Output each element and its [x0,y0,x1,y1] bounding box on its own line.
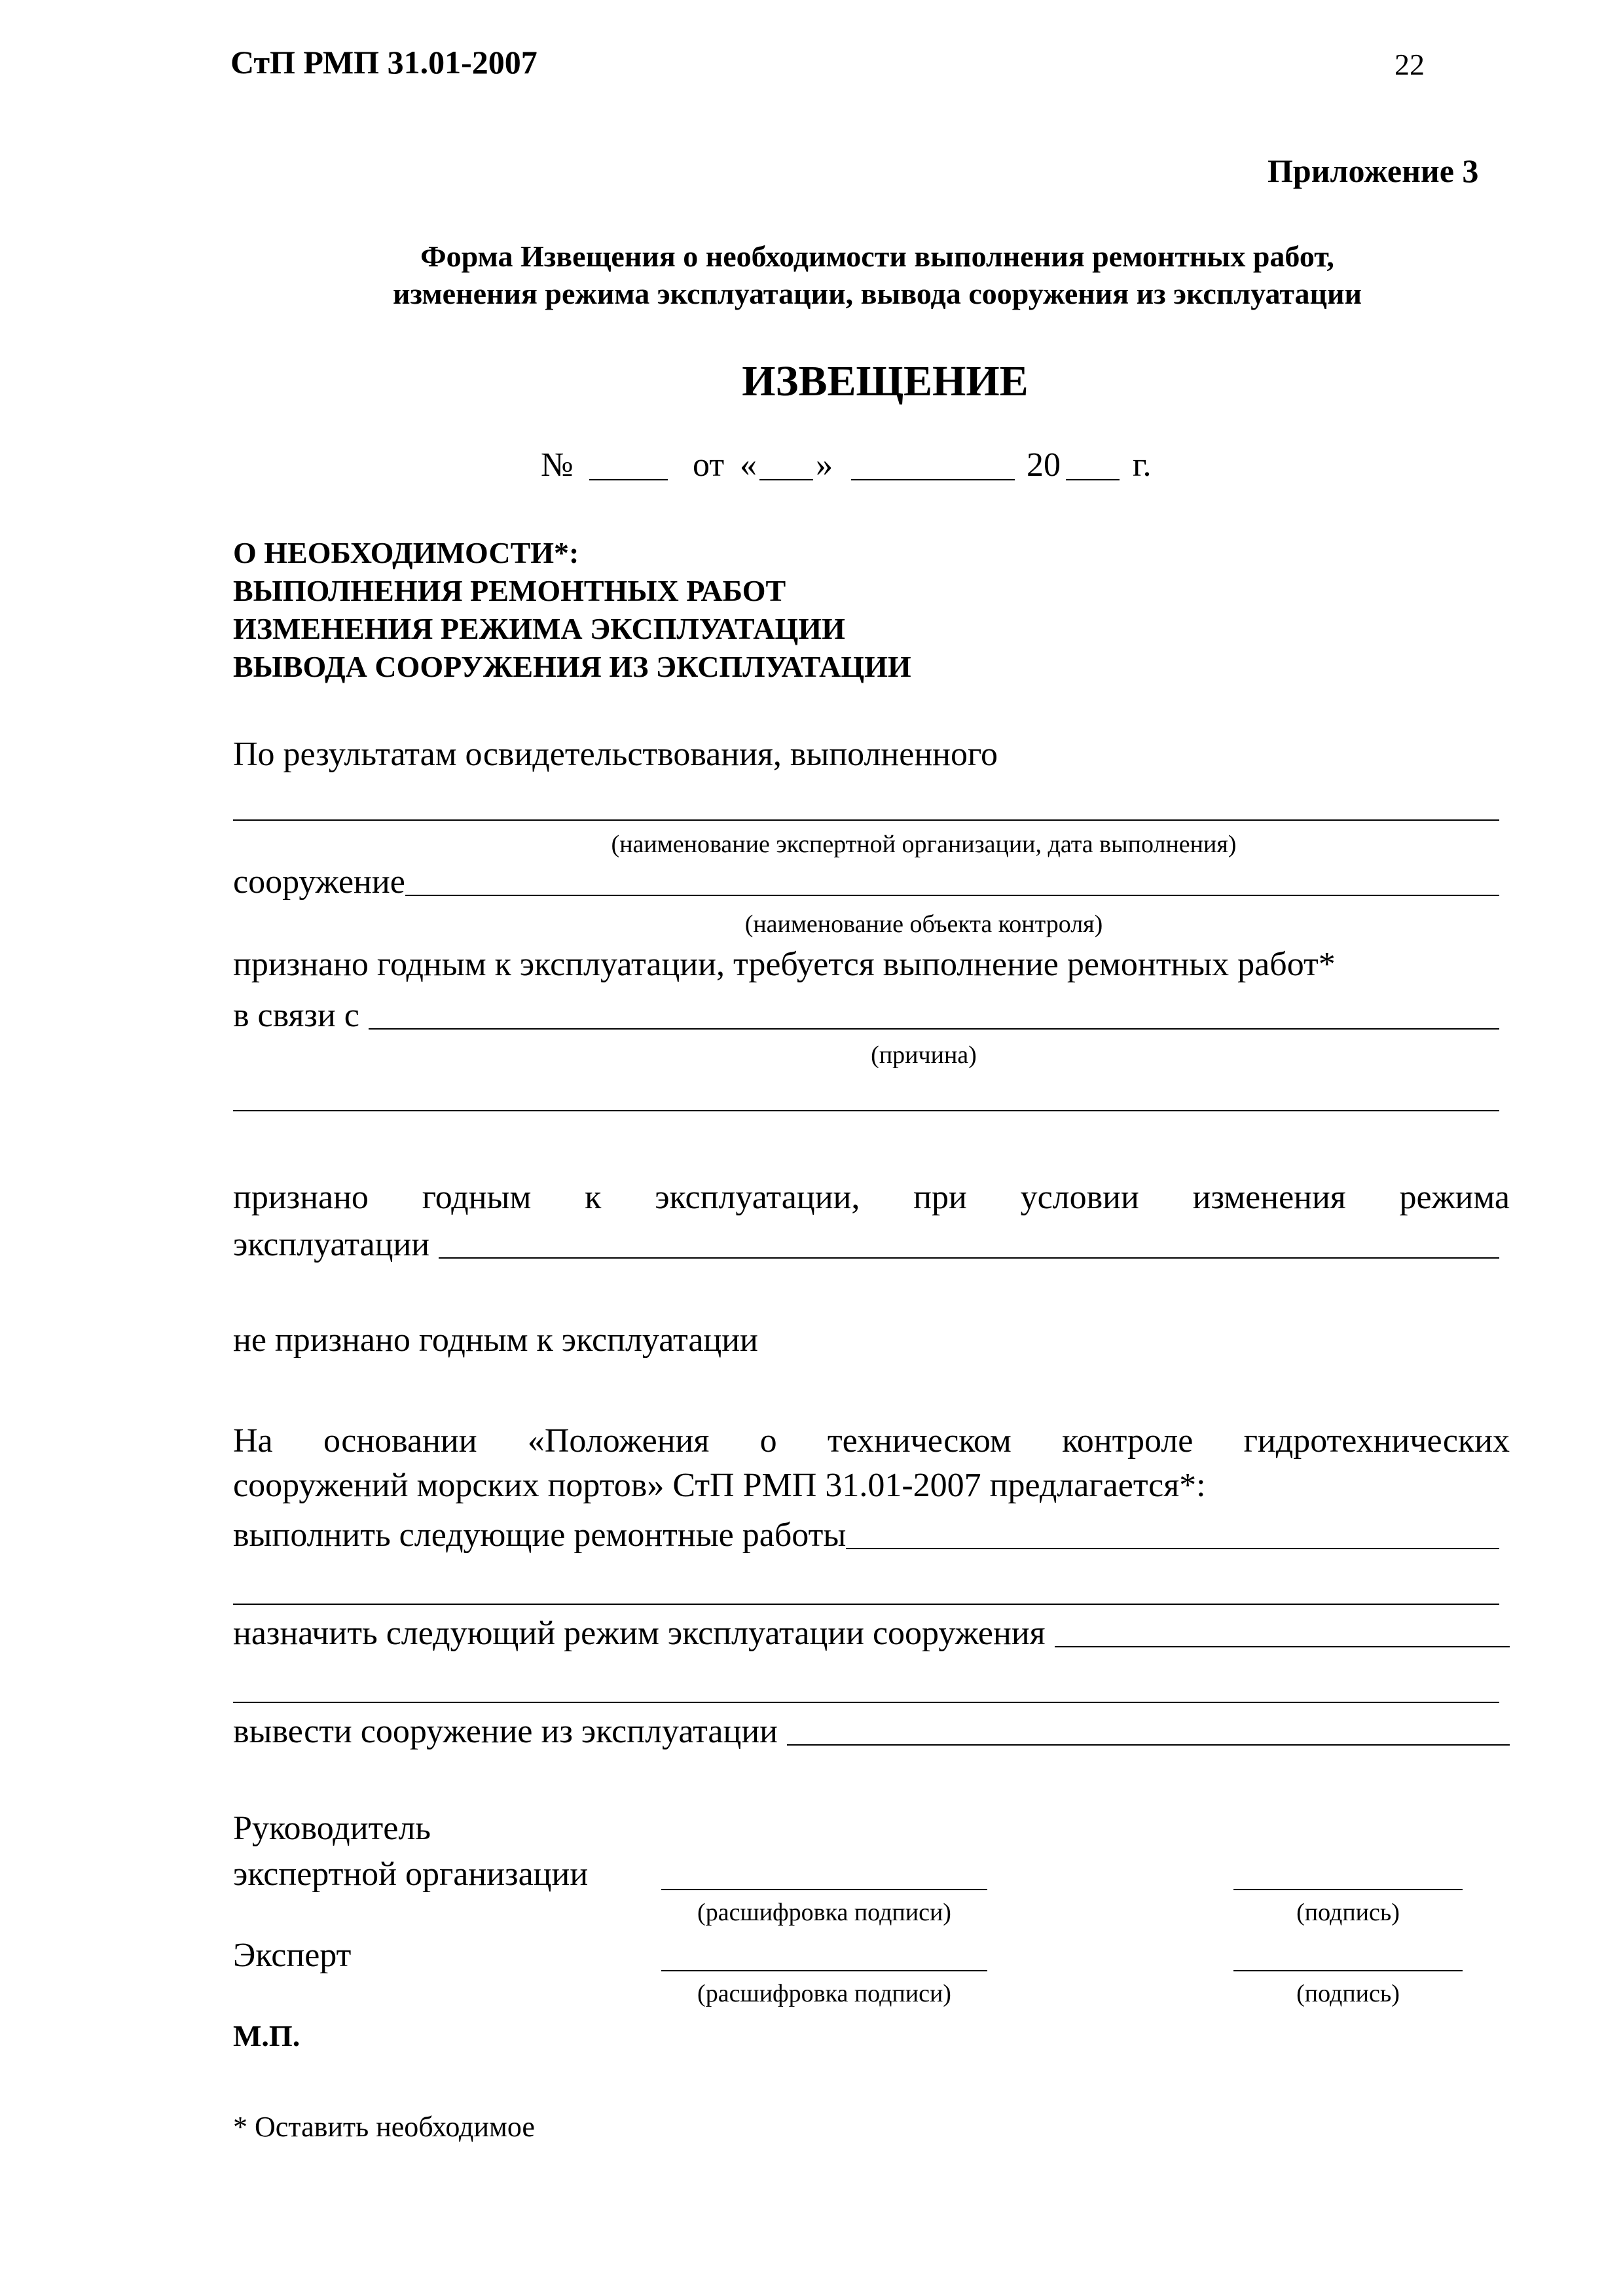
structure-row [233,863,1499,901]
head-signature-decode-field[interactable] [661,1889,987,1890]
caption-organization: (наименование экспертной организации, дата выполнения) [611,831,1237,858]
reason-row [233,996,1499,1035]
head-signature-field[interactable] [1233,1889,1463,1890]
seal-label: М.П. [233,2019,301,2053]
assign-mode-field[interactable] [1055,1646,1510,1647]
do-repairs-label: выполнить следующие ремонтные работы [233,1516,847,1554]
day-field[interactable] [759,479,813,480]
fit-mode-text-line-1: признано годным к эксплуатации, при условии изменения режима [233,1179,1510,1216]
expert-signature-field[interactable] [1233,1970,1463,1971]
number-sign: № [541,446,574,484]
year-field[interactable] [1066,479,1120,480]
from-label: от [693,446,725,484]
mode-row [233,1225,1499,1264]
fit-repair-text: признано годным к эксплуатации, требуется выполнение ремонтных работ* [233,946,1336,983]
close-quote: » [816,446,833,484]
appendix-label: Приложение 3 [1267,152,1479,189]
year-suffix: г. [1133,446,1152,484]
structure-field[interactable] [405,895,1499,896]
form-title-line-2: изменения режима эксплуатации, вывода сооружения из эксплуатации [392,277,1362,310]
necessity-option-mode: ИЗМЕНЕНИЯ РЕЖИМА ЭКСПЛУАТАЦИИ [233,612,845,645]
fit-mode-text-line-2: эксплуатации [233,1226,430,1263]
caption-object: (наименование объекта контроля) [744,910,1103,938]
repairs-field[interactable] [846,1548,1499,1549]
footnote: * Оставить необходимое [233,2111,535,2143]
form-title-line-1: Форма Извещения о необходимости выполнения ремонтных работ, [420,240,1334,273]
caption-reason: (причина) [871,1041,977,1069]
head-signature-caption: (подпись) [1296,1899,1400,1926]
mode-field[interactable] [439,1257,1499,1259]
intro-text: По результатам освидетельствования, выполненного [233,736,998,773]
number-field[interactable] [589,479,668,480]
expert-signature-caption: (подпись) [1296,1980,1400,2007]
basis-text-line-2: сооружений морских портов» СтП РМП 31.01-2007 предлагается*: [233,1467,1206,1504]
repairs-field-continued[interactable] [233,1604,1499,1605]
reason-field-continued[interactable] [233,1110,1499,1111]
document-code: СтП РМП 31.01-2007 [230,44,538,81]
assign-mode-row [233,1614,1510,1653]
decommission-label: вывести сооружение из эксплуатации [233,1713,778,1750]
assign-mode-field-continued[interactable] [233,1702,1499,1703]
decommission-row [233,1712,1510,1751]
head-title-line-2: экспертной организации [233,1856,589,1893]
necessity-option-repair: ВЫПОЛНЕНИЯ РЕМОНТНЫХ РАБОТ [233,574,786,607]
structure-label: сооружение [233,863,405,901]
necessity-option-decommission: ВЫВОДА СООРУЖЕНИЯ ИЗ ЭКСПЛУАТАЦИИ [233,650,911,683]
open-quote: « [740,446,757,484]
repairs-row [233,1516,1499,1554]
page-number: 22 [1395,48,1425,81]
basis-text-line-1: На основании «Положения о техническом контроле гидротехнических [233,1422,1510,1460]
notice-title: ИЗВЕЩЕНИЕ [742,357,1029,405]
decommission-field[interactable] [787,1744,1510,1746]
necessity-heading: О НЕОБХОДИМОСТИ*: [233,536,579,569]
expert-signature-decode-field[interactable] [661,1970,987,1971]
month-field[interactable] [851,479,1015,480]
year-prefix: 20 [1027,446,1061,484]
expert-label: Эксперт [233,1937,352,1974]
not-fit-text: не признано годным к эксплуатации [233,1321,758,1359]
head-decode-caption: (расшифровка подписи) [697,1899,951,1926]
head-title-line-1: Руководитель [233,1810,431,1847]
expert-organization-field[interactable] [233,819,1499,821]
due-to-label: в связи с [233,997,359,1034]
expert-decode-caption: (расшифровка подписи) [697,1980,951,2007]
assign-mode-label: назначить следующий режим эксплуатации сооружения [233,1615,1046,1652]
reason-field[interactable] [369,1028,1499,1030]
